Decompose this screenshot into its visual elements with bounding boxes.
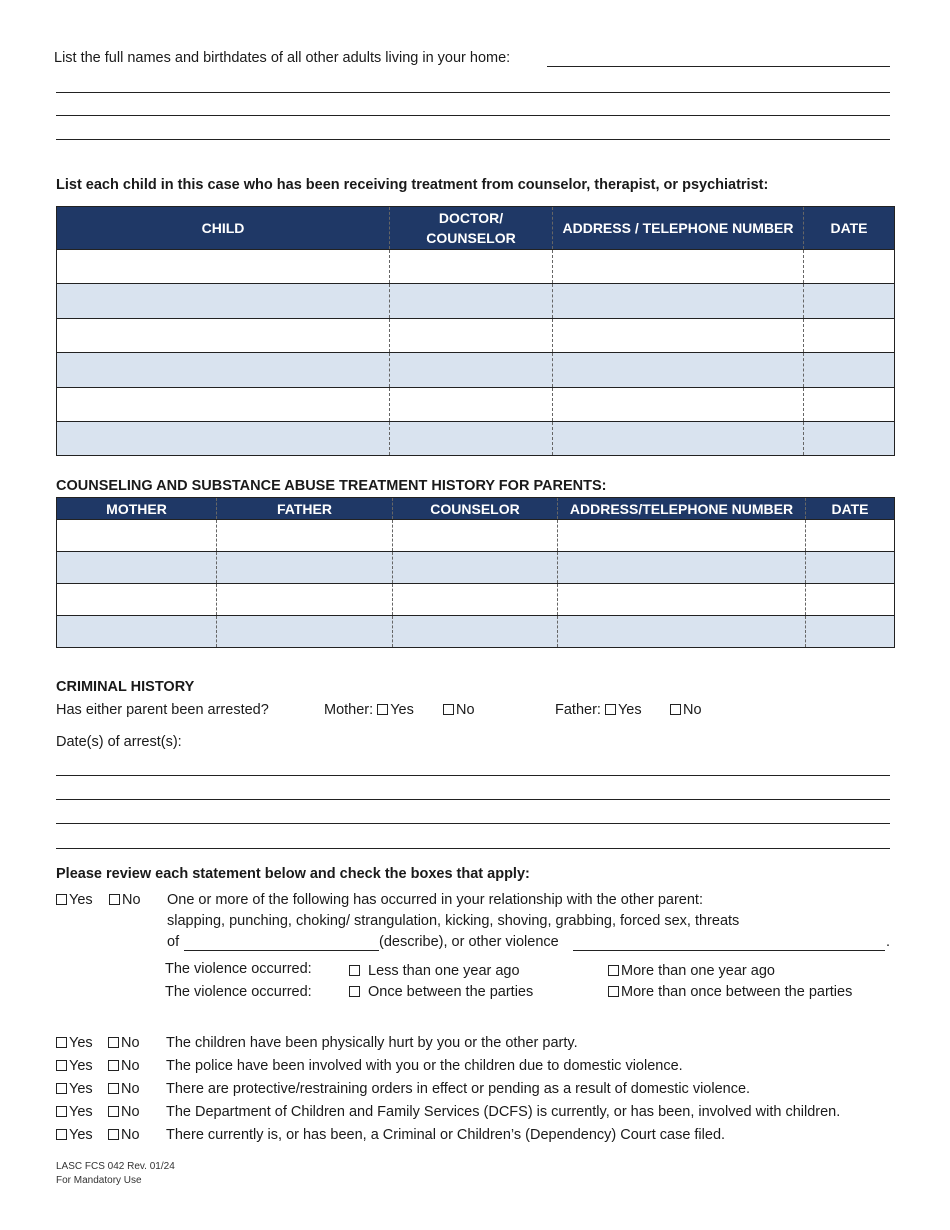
statement-yes-checkbox[interactable]: [56, 1129, 67, 1140]
arrest-line-2[interactable]: [56, 799, 890, 800]
form-id: LASC FCS 042 Rev. 01/24: [56, 1161, 175, 1172]
col-child: CHILD: [57, 207, 390, 250]
address-cell[interactable]: [553, 250, 804, 284]
table-row: [57, 353, 895, 388]
statement-no-label: No: [121, 1058, 140, 1074]
violence-describe-line[interactable]: [184, 950, 379, 951]
statement-yes-label: Yes: [69, 1081, 93, 1097]
table-row: [57, 319, 895, 353]
statements-heading: Please review each statement below and check the boxes that apply:: [56, 866, 530, 882]
father-no-label: No: [683, 702, 702, 718]
violence-occurred-label-2: The violence occurred:: [165, 984, 312, 1000]
statement-yes-checkbox[interactable]: [56, 1106, 67, 1117]
child-cell[interactable]: [57, 284, 390, 319]
children-treatment-heading: List each child in this case who has been receiving treatment from counselor, therapist, or psychiatrist:: [56, 177, 769, 193]
statement-text: The Department of Children and Family Services (DCFS) is currently, or has been, involved with children.: [166, 1104, 841, 1120]
mother-cell[interactable]: [57, 552, 217, 584]
table-row: [57, 250, 895, 284]
more-year-label: More than one year ago: [621, 963, 775, 979]
address-cell[interactable]: [553, 319, 804, 353]
statement-row: [56, 1058, 683, 1074]
adults-input-line-1[interactable]: [547, 66, 890, 67]
doctor-cell[interactable]: [390, 284, 553, 319]
statement-no-label: No: [121, 1081, 140, 1097]
table-row: [57, 552, 895, 584]
form-usage: For Mandatory Use: [56, 1175, 142, 1186]
mother-cell[interactable]: [57, 584, 217, 616]
statement-row: [56, 1127, 725, 1143]
statement-yes-checkbox[interactable]: [56, 1083, 67, 1094]
children-treatment-table: [56, 206, 895, 456]
more-year-checkbox[interactable]: [608, 965, 619, 976]
violence-line-2: slapping, punching, choking/ strangulation, kicking, shoving, grabbing, forced sex, threats: [167, 913, 740, 929]
violence-line-1: One or more of the following has occurred in your relationship with the other parent:: [167, 892, 703, 908]
statement-yes-label: Yes: [69, 1127, 93, 1143]
doctor-cell[interactable]: [390, 250, 553, 284]
father-cell[interactable]: [217, 584, 393, 616]
parents-treatment-heading: COUNSELING AND SUBSTANCE ABUSE TREATMENT HISTORY FOR PARENTS:: [56, 478, 607, 494]
mother-no-checkbox[interactable]: [443, 704, 454, 715]
doctor-cell[interactable]: [390, 422, 553, 456]
counselor-cell[interactable]: [393, 584, 558, 616]
father-cell[interactable]: [217, 616, 393, 648]
child-cell[interactable]: [57, 250, 390, 284]
statement-no-label: No: [121, 1104, 140, 1120]
statement-no-label: No: [121, 1127, 140, 1143]
more-once-option: [608, 984, 852, 1000]
once-label: Once between the parties: [368, 984, 534, 1000]
violence-other-line[interactable]: [573, 950, 885, 951]
doctor-cell[interactable]: [390, 388, 553, 422]
statement-yes-label: Yes: [69, 1104, 93, 1120]
father-cell[interactable]: [217, 520, 393, 552]
less-year-checkbox[interactable]: [349, 965, 360, 976]
father-label: Father:: [555, 702, 601, 718]
col-date: DATE: [804, 207, 895, 250]
address-cell[interactable]: [553, 353, 804, 388]
address-cell[interactable]: [558, 584, 806, 616]
adults-prompt: List the full names and birthdates of all other adults living in your home:: [54, 50, 511, 66]
arrest-line-1[interactable]: [56, 775, 890, 776]
less-year-label: Less than one year ago: [368, 963, 520, 979]
violence-yes-option: [56, 892, 93, 908]
col-address-phone: ADDRESS / TELEPHONE NUMBER: [553, 207, 804, 250]
more-year-option: [608, 963, 775, 979]
table-row: [57, 584, 895, 616]
violence-yes-label: Yes: [69, 892, 93, 908]
adults-input-line-3[interactable]: [56, 115, 890, 116]
statement-no-label: No: [121, 1035, 140, 1051]
statement-text: There are protective/restraining orders in effect or pending as a result of domestic violence.: [166, 1081, 751, 1097]
date-cell[interactable]: [804, 388, 895, 422]
table-row: [57, 616, 895, 648]
violence-of-text: of: [167, 934, 180, 950]
doctor-cell[interactable]: [390, 319, 553, 353]
date-cell[interactable]: [806, 520, 895, 552]
mother-arrest-options: [324, 702, 414, 718]
statement-row: [56, 1081, 750, 1097]
more-once-checkbox[interactable]: [608, 986, 619, 997]
address-cell[interactable]: [558, 552, 806, 584]
statement-no-checkbox[interactable]: [108, 1037, 119, 1048]
adults-input-line-4[interactable]: [56, 139, 890, 140]
statement-text: The children have been physically hurt by you or the other party.: [166, 1035, 578, 1051]
violence-describe-text: (describe), or other violence: [379, 934, 559, 950]
date-cell[interactable]: [804, 250, 895, 284]
statement-no-checkbox[interactable]: [108, 1060, 119, 1071]
violence-yes-checkbox[interactable]: [56, 894, 67, 905]
statement-row: [56, 1104, 840, 1120]
mother-cell[interactable]: [57, 520, 217, 552]
table-row: [57, 284, 895, 319]
once-checkbox[interactable]: [349, 986, 360, 997]
statement-no-checkbox[interactable]: [108, 1106, 119, 1117]
footer: [56, 1160, 175, 1188]
mother-no-option: [443, 702, 475, 718]
doctor-cell[interactable]: [390, 353, 553, 388]
statement-row: [56, 1035, 578, 1051]
once-option: [349, 984, 533, 1000]
statement-no-checkbox[interactable]: [108, 1083, 119, 1094]
arrest-line-4[interactable]: [56, 848, 890, 849]
statement-yes-label: Yes: [69, 1035, 93, 1051]
child-cell[interactable]: [57, 388, 390, 422]
parents-treatment-table: [56, 497, 895, 648]
mother-no-label: No: [456, 702, 475, 718]
statement-yes-label: Yes: [69, 1058, 93, 1074]
less-year-option: [349, 963, 520, 979]
more-once-label: More than once between the parties: [621, 984, 853, 1000]
child-cell[interactable]: [57, 319, 390, 353]
col-mother: MOTHER: [57, 498, 217, 520]
adults-input-line-2[interactable]: [56, 92, 890, 93]
statement-text: The police have been involved with you or the children due to domestic violence.: [166, 1058, 683, 1074]
col-date: DATE: [806, 498, 895, 520]
violence-no-checkbox[interactable]: [109, 894, 120, 905]
col-doctor-counselor-label: DOCTOR/ COUNSELOR: [426, 210, 516, 246]
date-cell[interactable]: [806, 552, 895, 584]
arrest-question: Has either parent been arrested?: [56, 702, 269, 718]
date-cell[interactable]: [804, 422, 895, 456]
father-yes-label: Yes: [617, 702, 642, 718]
date-cell[interactable]: [806, 616, 895, 648]
counselor-cell[interactable]: [393, 552, 558, 584]
father-yes-checkbox[interactable]: [605, 704, 616, 715]
statement-yes-checkbox[interactable]: [56, 1037, 67, 1048]
mother-yes-label: Yes: [390, 702, 414, 718]
counselor-cell[interactable]: [393, 616, 558, 648]
date-cell[interactable]: [804, 319, 895, 353]
address-cell[interactable]: [553, 422, 804, 456]
criminal-history-heading: CRIMINAL HISTORY: [56, 679, 195, 695]
father-arrest-options: [555, 702, 642, 718]
father-no-checkbox[interactable]: [670, 704, 681, 715]
mother-yes-checkbox[interactable]: [377, 704, 388, 715]
arrest-dates-label: Date(s) of arrest(s):: [56, 734, 182, 750]
father-cell[interactable]: [217, 552, 393, 584]
violence-period: .: [886, 934, 891, 950]
statement-text: There currently is, or has been, a Criminal or Children’s (Dependency) Court case filed.: [166, 1127, 726, 1143]
table-row: [57, 422, 895, 456]
father-no-option: [670, 702, 702, 718]
date-cell[interactable]: [804, 284, 895, 319]
date-cell[interactable]: [806, 584, 895, 616]
statement-no-checkbox[interactable]: [108, 1129, 119, 1140]
table-row: [57, 388, 895, 422]
col-address-phone: ADDRESS/TELEPHONE NUMBER: [558, 498, 806, 520]
arrest-line-3[interactable]: [56, 823, 890, 824]
statement-yes-checkbox[interactable]: [56, 1060, 67, 1071]
col-father: FATHER: [217, 498, 393, 520]
mother-label: Mother:: [324, 702, 374, 718]
address-cell[interactable]: [558, 616, 806, 648]
violence-no-label: No: [122, 892, 141, 908]
counselor-cell[interactable]: [393, 520, 558, 552]
address-cell[interactable]: [558, 520, 806, 552]
mother-cell[interactable]: [57, 616, 217, 648]
col-counselor: COUNSELOR: [393, 498, 558, 520]
address-cell[interactable]: [553, 388, 804, 422]
date-cell[interactable]: [804, 353, 895, 388]
violence-occurred-label-1: The violence occurred:: [165, 961, 312, 977]
address-cell[interactable]: [553, 284, 804, 319]
violence-no-option: [109, 892, 141, 908]
child-cell[interactable]: [57, 422, 390, 456]
child-cell[interactable]: [57, 353, 390, 388]
col-doctor-counselor: [390, 207, 553, 250]
table-row: [57, 520, 895, 552]
